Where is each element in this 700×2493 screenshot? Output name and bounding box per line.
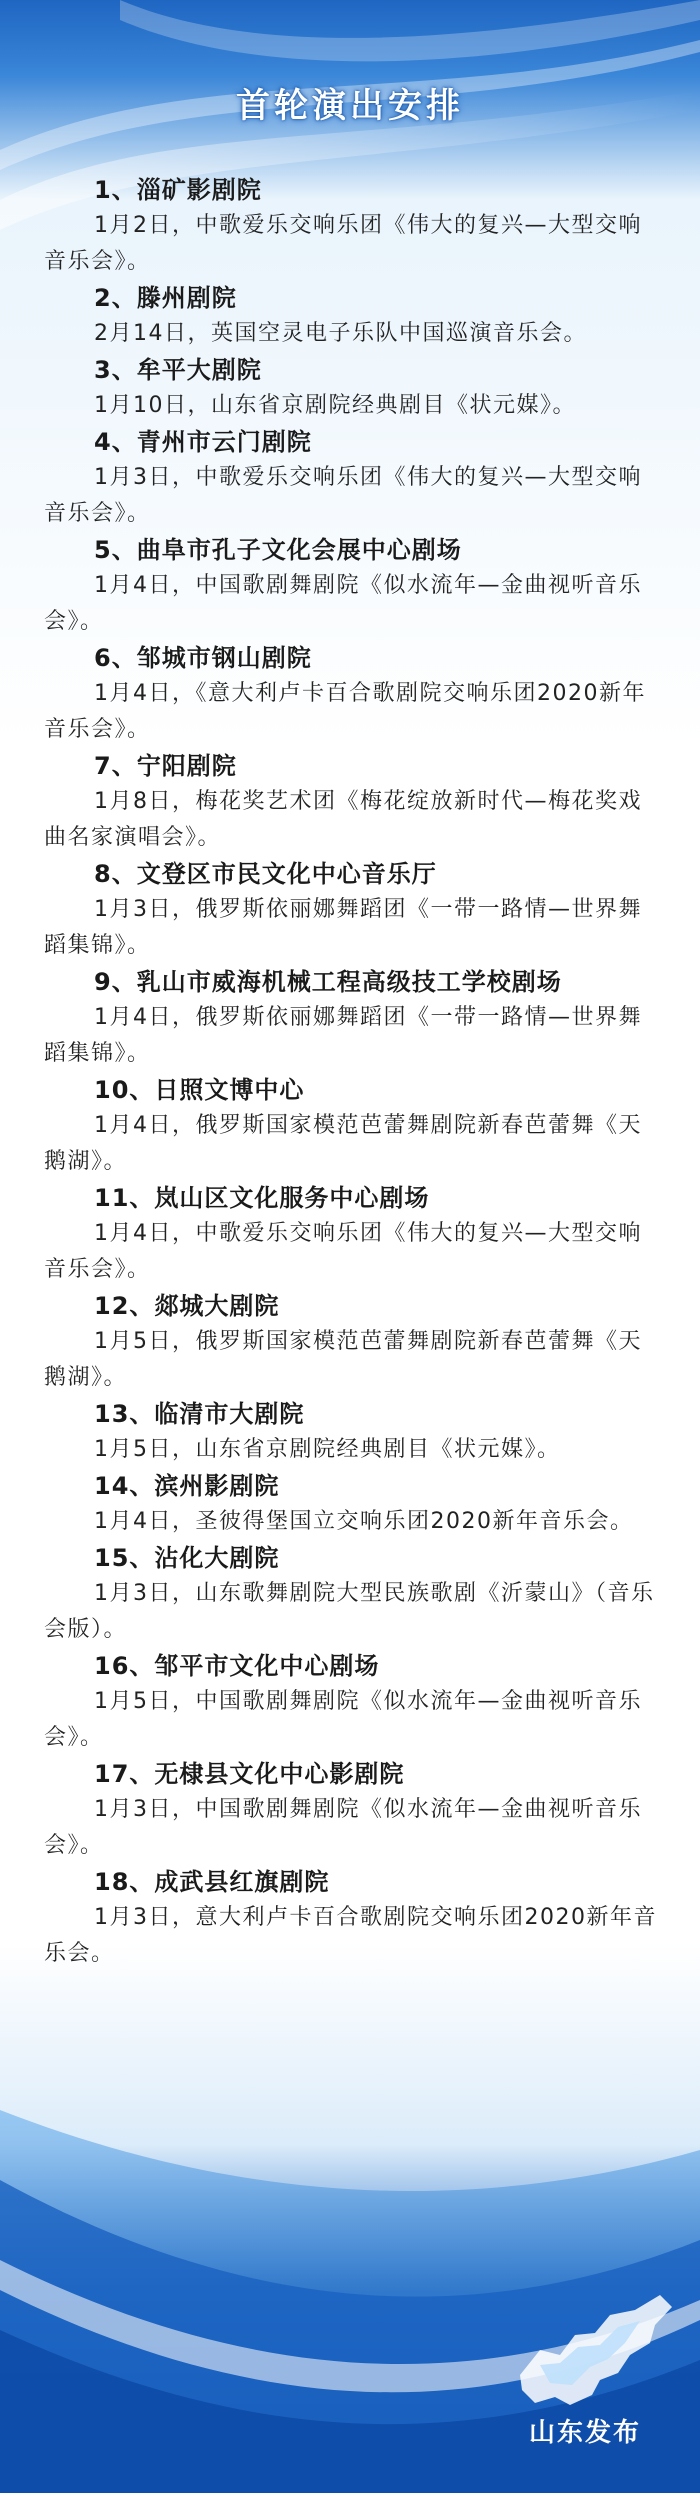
list-item	[44, 1864, 664, 1972]
venue-name: 4、青州市云门剧院	[94, 428, 312, 456]
performance-detail: 1月3日，山东歌舞剧院大型民族歌剧《沂蒙山》（音乐会版）。	[44, 1581, 655, 1642]
list-item	[44, 1288, 664, 1396]
list-item	[44, 424, 664, 532]
performance-detail: 1月4日，圣彼得堡国立交响乐团2020新年音乐会。	[94, 1509, 634, 1534]
venue-name: 17、无棣县文化中心影剧院	[94, 1760, 405, 1788]
list-item	[44, 1180, 664, 1288]
venue-name: 5、曲阜市孔子文化会展中心剧场	[94, 536, 462, 564]
venue-name: 1、淄矿影剧院	[94, 176, 262, 204]
venue-name: 3、牟平大剧院	[94, 356, 262, 384]
performance-list	[44, 172, 664, 1972]
performance-detail: 1月4日，俄罗斯依丽娜舞蹈团《一带一路情—世界舞蹈集锦》。	[44, 1005, 642, 1066]
performance-detail: 1月3日，俄罗斯依丽娜舞蹈团《一带一路情—世界舞蹈集锦》。	[44, 897, 642, 958]
venue-name: 18、成武县红旗剧院	[94, 1868, 330, 1896]
list-item	[44, 1540, 664, 1648]
venue-name: 7、宁阳剧院	[94, 752, 237, 780]
performance-detail: 1月4日，中国歌剧舞剧院《似水流年—金曲视听音乐会》。	[44, 573, 642, 634]
venue-name: 9、乳山市威海机械工程高级技工学校剧场	[94, 968, 562, 996]
performance-detail: 1月2日，中歌爱乐交响乐团《伟大的复兴—大型交响音乐会》。	[44, 213, 642, 274]
logo-text: 山东发布	[528, 2418, 641, 2448]
list-item	[44, 1396, 664, 1468]
list-item	[44, 640, 664, 748]
list-item	[44, 748, 664, 856]
list-item	[44, 1756, 664, 1864]
venue-name: 15、沾化大剧院	[94, 1544, 280, 1572]
venue-name: 11、岚山区文化服务中心剧场	[94, 1184, 430, 1212]
performance-detail: 1月5日，中国歌剧舞剧院《似水流年—金曲视听音乐会》。	[44, 1689, 642, 1750]
performance-detail: 1月5日，俄罗斯国家模范芭蕾舞剧院新春芭蕾舞《天鹅湖》。	[44, 1329, 642, 1390]
performance-detail: 1月4日，俄罗斯国家模范芭蕾舞剧院新春芭蕾舞《天鹅湖》。	[44, 1113, 642, 1174]
performance-detail: 1月8日，梅花奖艺术团《梅花绽放新时代—梅花奖戏曲名家演唱会》。	[44, 789, 642, 850]
performance-detail: 1月3日，中歌爱乐交响乐团《伟大的复兴—大型交响音乐会》。	[44, 465, 642, 526]
venue-name: 16、邹平市文化中心剧场	[94, 1652, 380, 1680]
performance-detail: 2月14日，英国空灵电子乐队中国巡演音乐会。	[94, 321, 587, 346]
performance-detail: 1月3日，中国歌剧舞剧院《似水流年—金曲视听音乐会》。	[44, 1797, 642, 1858]
performance-detail: 1月4日，中歌爱乐交响乐团《伟大的复兴—大型交响音乐会》。	[44, 1221, 642, 1282]
list-item	[44, 172, 664, 280]
venue-name: 13、临清市大剧院	[94, 1400, 305, 1428]
list-item	[44, 280, 664, 352]
venue-name: 10、日照文博中心	[94, 1076, 305, 1104]
list-item	[44, 532, 664, 640]
list-item	[44, 1648, 664, 1756]
list-item	[44, 1072, 664, 1180]
page-title: 首轮演出安排	[236, 86, 464, 126]
performance-detail: 1月3日，意大利卢卡百合歌剧院交响乐团2020新年音乐会。	[44, 1905, 657, 1966]
performance-detail: 1月4日，《意大利卢卡百合歌剧院交响乐团2020新年音乐会》。	[44, 681, 646, 742]
venue-name: 2、滕州剧院	[94, 284, 237, 312]
venue-name: 8、文登区市民文化中心音乐厅	[94, 860, 437, 888]
performance-detail: 1月5日，山东省京剧院经典剧目《状元媒》。	[94, 1437, 561, 1462]
list-item	[44, 352, 664, 424]
list-item	[44, 1468, 664, 1540]
list-item	[44, 964, 664, 1072]
list-item	[44, 856, 664, 964]
venue-name: 12、郯城大剧院	[94, 1292, 280, 1320]
performance-detail: 1月10日，山东省京剧院经典剧目《状元媒》。	[94, 393, 576, 418]
venue-name: 6、邹城市钢山剧院	[94, 644, 312, 672]
venue-name: 14、滨州影剧院	[94, 1472, 280, 1500]
